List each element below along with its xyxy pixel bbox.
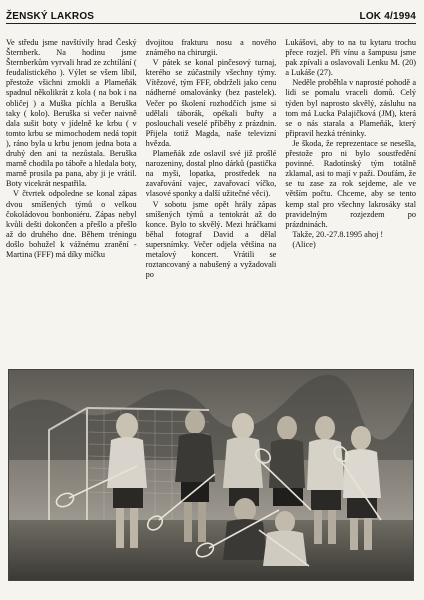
paragraph: V sobotu jsme opět hrály zápas smíšených týmů a tentokrát až do konce. Bylo to skvělý. Mezi hráčkami běhal fotograf David a dělal supersnímky. Večer odjela většina na metalový koncert. Vrátili se roztancovaný a nabušený a vyžadovali po xyxy=(145,199,277,280)
issue-label: LOK 4/1994 xyxy=(359,11,416,22)
paragraph: V čtvrtek odpoledne se konal zápas dvou smíšených týmů o velkou čokoládovou bonboniéru. Zápas nebyl kvůli dešti dokončen a přešlo a přešlo až do druhého dne. Během tréningu došlo bohužel k vážnému zranění - Martina (FFF) má díky míčku xyxy=(6,189,137,259)
paragraph: Lukášovi, aby to na tu kytaru trochu přece rozjel. Při vínu a šampusu jsme pak zpívali a oslavovali Lenku M. (20) a Lukáše (27). xyxy=(285,38,417,78)
team-photo xyxy=(8,369,414,581)
header-rule xyxy=(6,23,416,24)
paragraph: Ve středu jsme navštívily hrad Český Šternberk. Na hodinu jsme Šternberkům vyrvali hrad ze zchtílání ( feudalistického ). Výlet se všem líbil, přestože všichni zmokli a Plameňák spadnul několikrát z kola ( na bok i na obličej ) a Muška píchla a Beruška taky ( kolo). Beruška si večer naivně dala sušit boty v jídelně ke krbu ( v tomto krbu se mimochodem nedá topit ), ráno byla u krbu jenom jedna bota a druhý den ani ta nezůstala. Beruška marně chodila po táboře a hledala boty, marně prosila pa pana, aby ji je vrátil. Boty vicekrát nespatřila. xyxy=(6,38,137,189)
paragraph: Plameňák zde oslavil své již prošlé narozeniny, dostal plno dárků (pastička na myši, lopatka, prostředek na zavařování vajec, zavařovací víčko, vlasové sponky a další užitečné věci). xyxy=(145,149,277,199)
signoff-line: Takže, 20.-27.8.1995 ahoj ! xyxy=(292,229,384,239)
author-signature: (Alice) xyxy=(292,239,316,249)
article-column-1 xyxy=(6,38,137,378)
paragraph: V pátek se konal pinčesový turnaj, kterého se zúčastnily všechny týmy. Vítězové, tým FFF, obdrželi jako cenu nádherné omalovánky (bez pastelek). Večer po školení rozhodčích jsme si udělali táborák, opékali buřty a poslouchali veselé příběhy z prázdnin. Přijela totiž Magda, naše televizní hvězda. xyxy=(145,58,277,148)
paragraph: dvojitou frakturu nosu a nového známého na chirurgii. xyxy=(145,38,277,58)
team-photo-illustration xyxy=(9,370,413,580)
paragraph: Je škoda, že reprezentace se nesešla, přestože pro ni bylo soustředění povinné. Radotínský tým totálně zklamal, asi to mají v paži. Doufám, že se tu zase za rok sejdeme, ale ve větším počtu. Chceme, aby se tento kemp stal pro všechny lakrosáky stal pravidelným rozjezdem po prázdninách. xyxy=(285,138,417,229)
paragraph: Neděle proběhla v naprosté pohodě a lidi se pomalu vraceli domů. Celý týden byl naprosto skvělý, zásluhu na tom má Lucka Palajičková (JM), která se o nás starala a Plameňák, který připravil hezká tréninky. xyxy=(285,78,417,138)
page-header xyxy=(6,6,416,22)
article-columns xyxy=(6,38,416,378)
article-column-3 xyxy=(285,38,416,378)
section-title: ŽENSKÝ LAKROS xyxy=(6,11,95,22)
article-column-2 xyxy=(146,38,277,378)
